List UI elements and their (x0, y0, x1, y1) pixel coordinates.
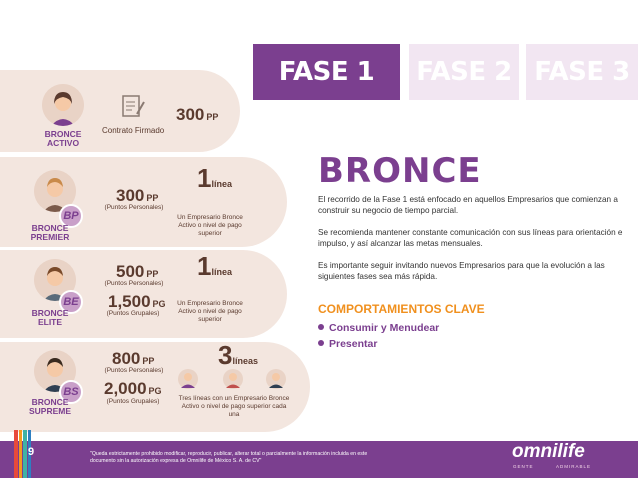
tab-fase-3[interactable]: FASE 3 (526, 44, 638, 100)
tab-fase-1[interactable]: FASE 1 (253, 44, 400, 100)
level-bronce-premier: BRONCE PREMIER (30, 223, 70, 242)
level-bronce-elite: BRONCE ELITE (31, 308, 69, 327)
supreme-lineas-word: líneas (232, 356, 258, 366)
level-bronce-activo: BRONCE ACTIVO (44, 129, 82, 148)
elite-lineas-number: 1 (197, 251, 212, 281)
bullet-item (318, 338, 377, 350)
supreme-pg-unit: PG (148, 386, 162, 396)
bullet-text: Presentar (329, 338, 378, 350)
activo-pp-value: 300 (176, 105, 205, 124)
supreme-pp-value: 800 (112, 349, 141, 368)
paragraph-1: El recorrido de la Fase 1 está enfocado en aquellos Empresarios que comienzan a construir su negocio de tiempo parcial. (318, 195, 618, 215)
supreme-pg-value: 2,000 (104, 379, 147, 398)
supreme-pg-desc: (Puntos Grupales) (106, 398, 160, 405)
contract-icon (120, 94, 146, 125)
page-title: BRONCE (318, 151, 482, 191)
bullet-text: Consumir y Menudear (329, 322, 440, 334)
supreme-pp (112, 349, 154, 369)
supreme-pp-desc: (Puntos Personales) (104, 367, 164, 374)
premier-lineas-word: línea (211, 179, 232, 189)
tab-fase-2[interactable]: FASE 2 (409, 44, 519, 100)
logo-tagline (513, 464, 591, 469)
bullet-dot-icon (318, 324, 324, 330)
supreme-pg (104, 379, 162, 399)
level-bronce-supreme: BRONCE SUPREME (28, 397, 72, 416)
bullet-dot-icon (318, 340, 324, 346)
elite-lineas (197, 251, 232, 282)
page-number: 9 (28, 446, 35, 458)
premier-pp-unit: PP (146, 193, 159, 203)
elite-pp-unit: PP (146, 269, 159, 279)
premier-lineas (197, 163, 232, 194)
bullet-item (318, 322, 439, 334)
elite-pp-desc: (Puntos Personales) (104, 280, 164, 287)
elite-lineas-desc: Un Empresario Bronce Activo o nivel de pago superior (177, 300, 243, 323)
supreme-lineas-number: 3 (218, 340, 233, 370)
elite-pp-value: 500 (116, 262, 145, 281)
badge-bs: BS (59, 380, 83, 404)
elite-pg-value: 1,500 (108, 292, 151, 311)
elite-pp (116, 262, 158, 282)
logo-tagline-left: GENTE (513, 464, 534, 469)
elite-pg-unit: PG (152, 299, 166, 309)
badge-bp: BP (59, 204, 83, 228)
omnilife-logo: omnilife (512, 441, 585, 462)
badge-be: BE (59, 290, 83, 314)
elite-pg (108, 292, 166, 312)
premier-lineas-number: 1 (197, 163, 212, 193)
premier-pp-value: 300 (116, 186, 145, 205)
premier-pp (116, 186, 158, 206)
premier-pp-desc: (Puntos Personales) (104, 204, 164, 211)
contract-label: Contrato Firmado (102, 126, 165, 135)
paragraph-3: Es importante seguir invitando nuevos Empresarios para que la evolución a las siguientes fases sea más rápida. (318, 261, 605, 281)
logo-tagline-right: ADMIRABLE (556, 464, 592, 469)
avatar-female-icon (42, 84, 84, 126)
comportamientos-title: COMPORTAMIENTOS CLAVE (318, 302, 485, 316)
paragraph-2: Se recomienda mantener constante comunicación con sus líneas para orientación e impulso, y así alcanzar las metas mensuales. (318, 228, 623, 248)
premier-lineas-desc: Un Empresario Bronce Activo o nivel de pago superior (177, 214, 243, 237)
supreme-pp-unit: PP (142, 356, 155, 366)
three-people-icon (178, 366, 288, 397)
disclaimer-text: "Queda estrictamente prohibido modificar, reproducir, publicar, alterar total o parcialmente la información incluida en este documento sin la autorización expresa de Omnilife de México S. A. de CV" (90, 451, 368, 464)
supreme-lineas-desc: Tres líneas con un Empresario Bronce Activo o nivel de pago superior cada una (178, 395, 290, 418)
activo-pp-unit: PP (206, 112, 219, 122)
activo-pp (176, 105, 218, 125)
elite-pg-desc: (Puntos Grupales) (106, 310, 160, 317)
elite-lineas-word: línea (211, 267, 232, 277)
